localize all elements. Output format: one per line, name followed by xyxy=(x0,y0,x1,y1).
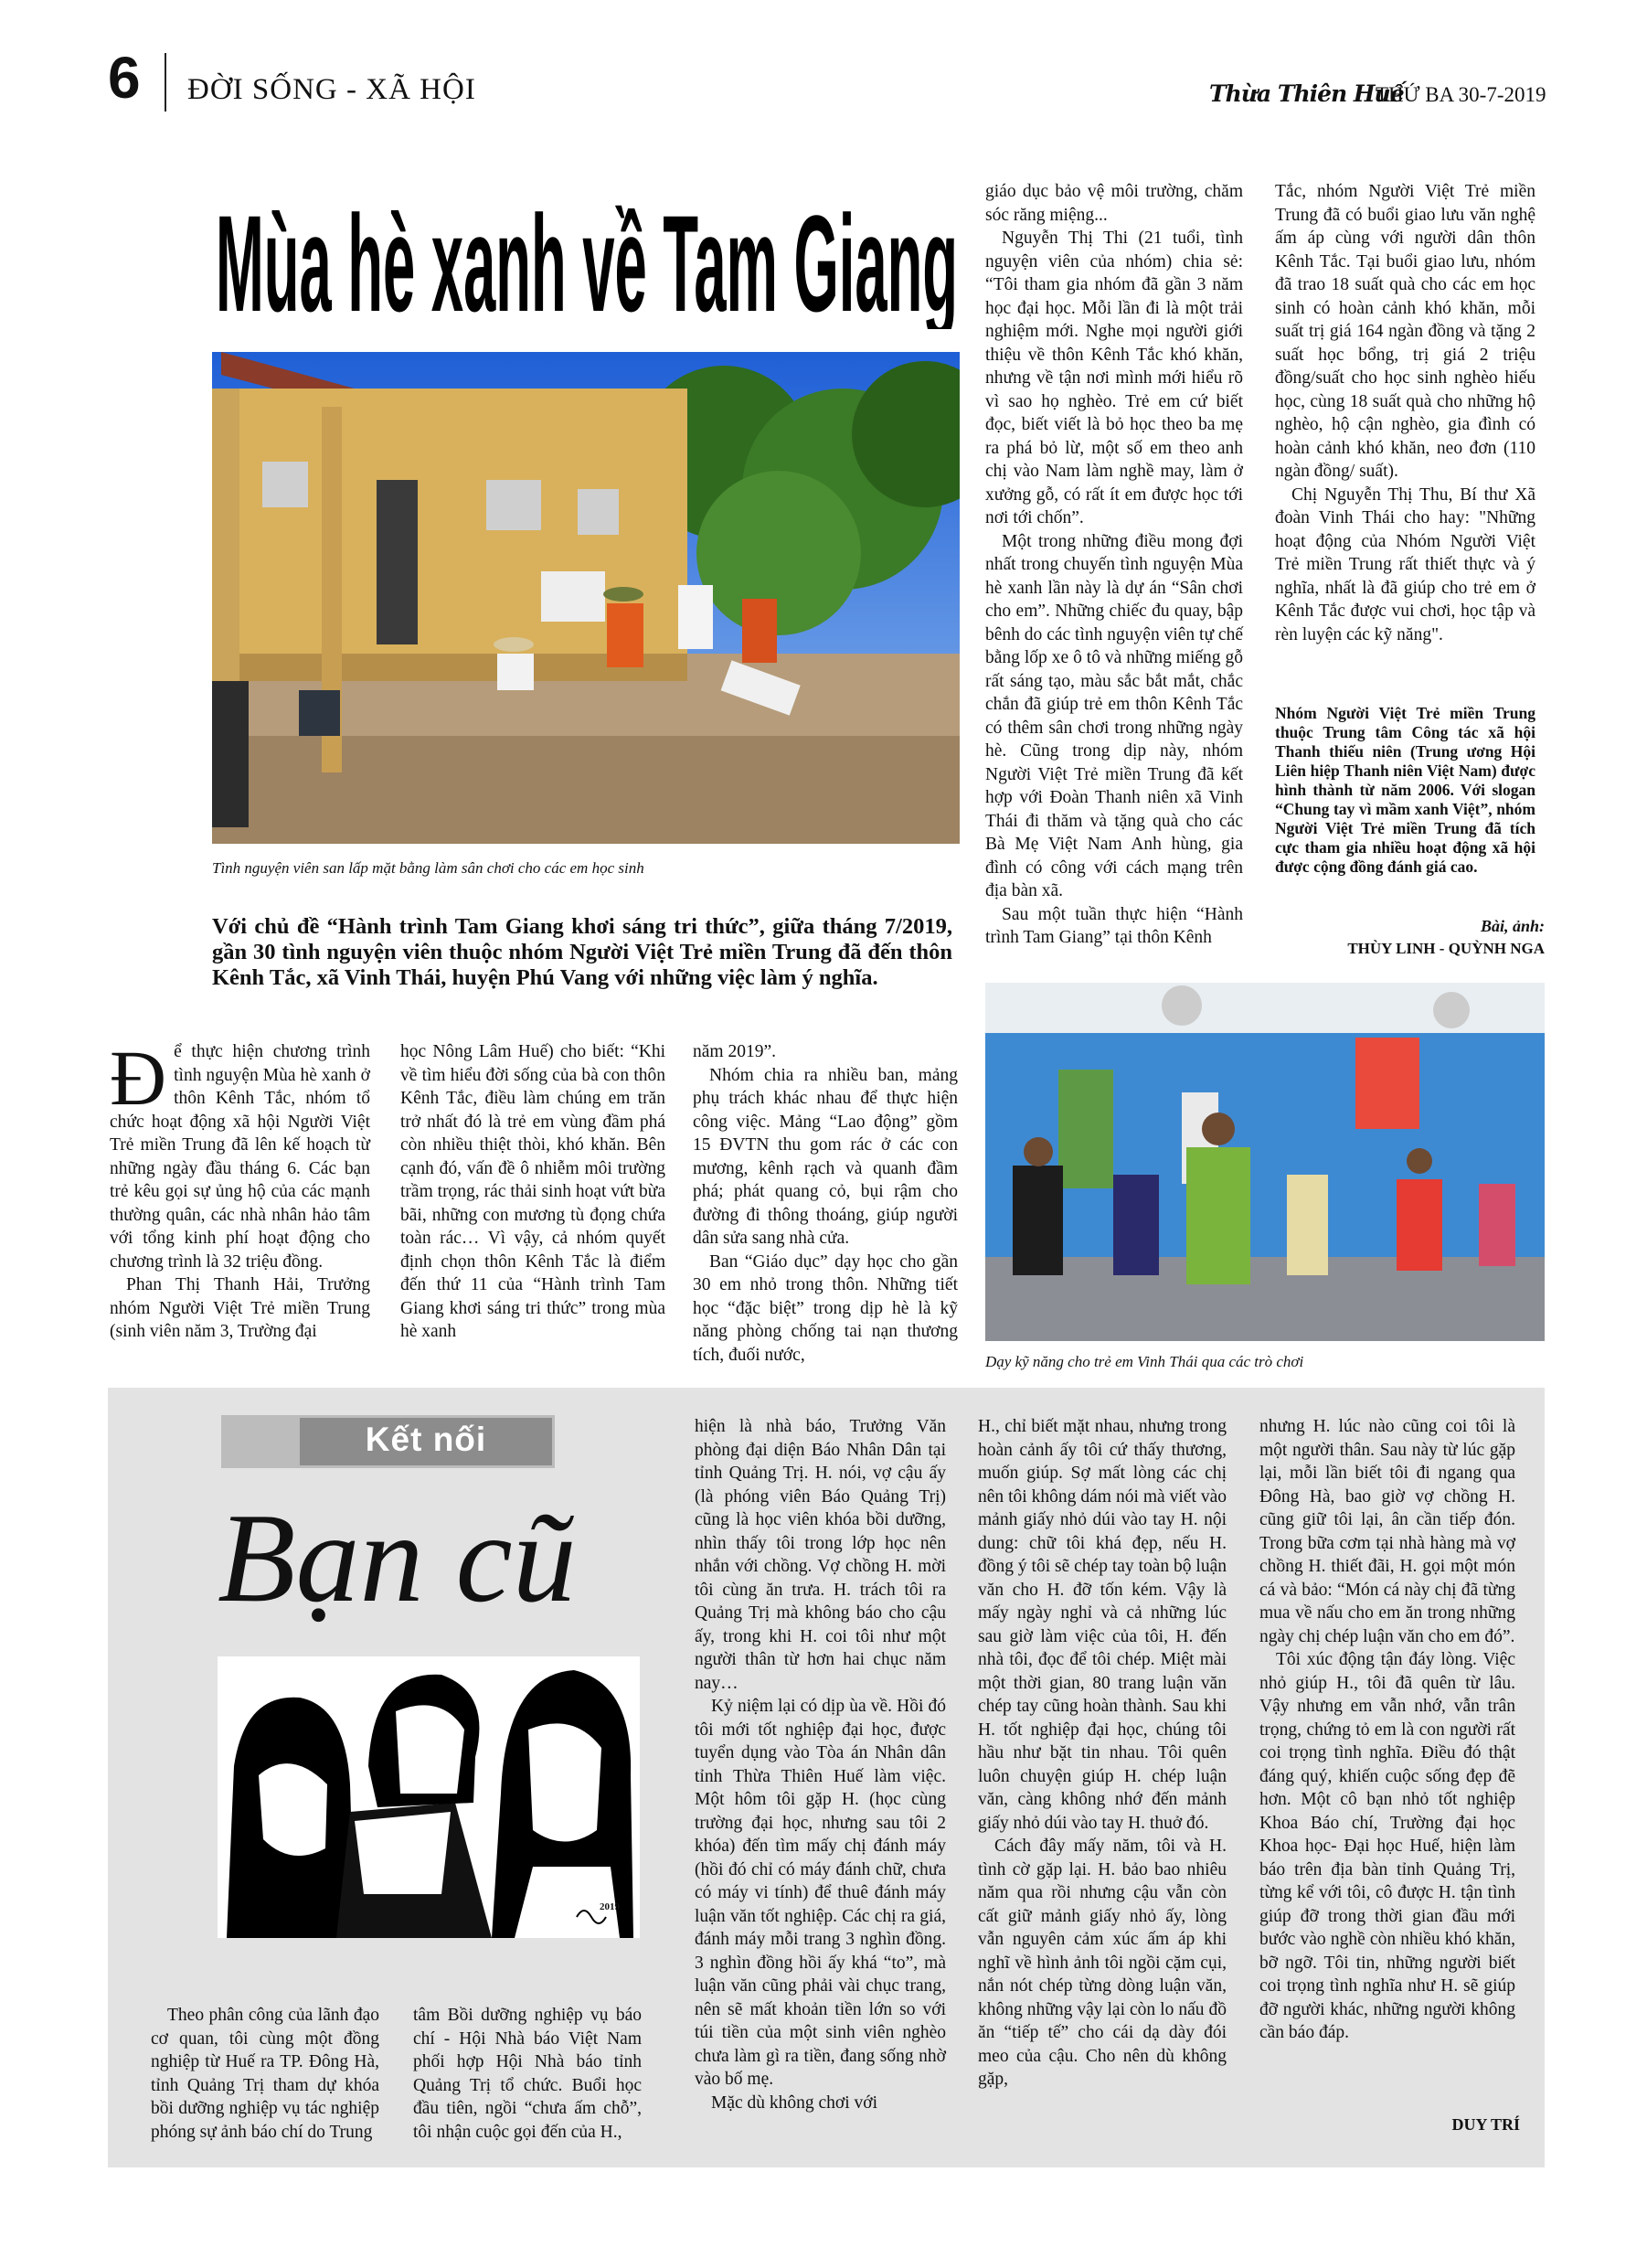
article1-col2 xyxy=(400,1040,665,1344)
story-author: DUY TRÍ xyxy=(1451,2115,1520,2134)
article1-col4-p3: Một trong những điều mong đợi nhất trong chuyến tình nguyện Mùa hè xanh lần này là dự án “Sân chơi cho em”. Những chiếc đu quay, bập bênh do các tình nguyện viên tự chế bằng lốp xe ô tô và những miếng gỗ rất sáng tạo, màu sắc bắt mắt, chắc chắn đã giúp trẻ em thôn Kênh Tắc có thêm sân chơi trong những ngày hè. Cũng trong dịp này, nhóm Người Việt Trẻ miền Trung đã kết hợp với Đoàn Thanh niên xã Vinh Thái đi thăm và tặng quà cho các Bà Mẹ Việt Nam Anh hùng, gia đình có công với cách mạng trên địa bàn xã. xyxy=(985,531,1243,900)
article2-col5-p2: Tôi xúc động tận đáy lòng. Việc nhỏ giúp H., tôi đã quên từ lâu. Vậy nhưng em vẫn nhớ, vẫn trân trọng, chứng tỏ em là con người rất coi trọng tình nghĩa. Điều đó thật đáng quý, khiến cuộc sống đẹp đẽ hơn. Một cô bạn nhỏ tốt nghiệp Khoa Báo chí, Trường đại học Khoa học- Đại học Huế, hiện làm báo trên địa bàn tỉnh Quảng Trị, từng kể với tôi, cô được H. tận tình giúp đỡ trong thời gian đầu mới bước vào nghề còn nhiều khó khăn, bỡ ngỡ. Tôi tin, những người biết coi trọng tình nghĩa như H. sẽ giúp đỡ người khác, những người không cần báo đáp. xyxy=(1259,1650,1515,2042)
article2-col4 xyxy=(978,1415,1227,2092)
article2-col3-p1: hiện là nhà báo, Trưởng Văn phòng đại diện Báo Nhân Dân tại tỉnh Quảng Trị. H. nói, vợ cậu ấy (là phóng viên Báo Quảng Trị) cũng là học viên khóa bồi dưỡng, nhìn thấy tôi trong lớp học nên nhắn với chồng. Vợ chồng H. mời tôi cùng ăn trưa. H. trách tôi ra Quảng Trị mà không báo cho cậu ấy, trong khi H. coi tôi như một người thân từ hơn hai chục năm nay… xyxy=(695,1417,946,1693)
issue-date: THỨ BA 30-7-2019 xyxy=(1376,83,1546,106)
article2-col4-p1: H., chỉ biết mặt nhau, nhưng trong hoàn cảnh ấy tôi cứ thấy thương, muốn giúp. Sợ mất lòng các chị nên tôi không dám nói mà viết vào mảnh giấy nhỏ dúi vào tay H. nội dung: chữ tôi khá đẹp, nếu H. đồng ý tôi sẽ chép tay toàn bộ luận văn cho H. đỡ tốn kém. Vậy là mấy ngày nghỉ và cả những lúc sau giờ làm việc của tôi, H. đến nhà tôi, đọc để tôi chép. Miệt mài một thời gian, 80 trang luận văn chép tay cũng hoàn thành. Sau khi H. tốt nghiệp đại học, chúng tôi hầu như bặt tin nhau. Tôi quên luôn chuyện giúp H. chép luận văn, càng không nhớ đến mảnh giấy nhỏ dúi vào tay H. thuở đó. xyxy=(978,1417,1227,1833)
article1-col4 xyxy=(985,180,1243,950)
classroom-photo xyxy=(985,983,1545,1341)
article-title xyxy=(212,174,962,329)
photo2-caption: Dạy kỹ năng cho trẻ em Vinh Thái qua các trò chơi xyxy=(985,1353,1304,1370)
volunteers-photo xyxy=(212,352,960,844)
article1-col3 xyxy=(693,1040,958,1367)
credit-names: THÙY LINH - QUỲNH NGA xyxy=(1347,940,1545,957)
article1-col4-p1: giáo dục bảo vệ môi trường, chăm sóc răng miệng... xyxy=(985,182,1243,225)
article1-col5-p2: Chị Nguyễn Thị Thu, Bí thư Xã đoàn Vinh Thái cho hay: "Những hoạt động của Nhóm Người Việt Trẻ miền Trung rất thiết thực và ý nghĩa, nhất là đã giúp cho trẻ em ở Kênh Tắc được vui chơi, học tập và rèn luyện các kỹ năng". xyxy=(1275,484,1535,644)
article2-col5-p1: nhưng H. lúc nào cũng coi tôi là một người thân. Sau này từ lúc gặp lại, mỗi lần biết tôi đi ngang qua Đông Hà, bao giờ vợ chồng H. cũng giữ tôi lại, ân cần tiếp đón. Trong bữa cơm tại nhà hàng mà vợ chồng H. thiết đãi, H. gọi một món cá và bảo: “Món cá này chị đã từng mua về nấu cho em ăn trong những ngày chị chép luận văn cho em đó”. xyxy=(1259,1417,1515,1646)
article2-col3-p2: Kỷ niệm lại có dịp ùa về. Hồi đó tôi mới tốt nghiệp đại học, được tuyển dụng vào Tòa án Nhân dân tỉnh Thừa Thiên Huế làm việc. Một hôm tôi gặp H. (học cùng trường đại học, nhưng sau tôi 2 khóa) đến tìm mấy chị đánh máy (hồi đó chỉ có máy đánh chữ, chưa có máy vi tính) để thuê đánh máy luận văn tốt nghiệp. Các chị ra giá, đánh máy mỗi trang 3 nghìn đồng. 3 nghìn đồng hồi ấy khá “to”, mà luận văn cũng phải vài chục trang, nên sẽ mất khoản tiền lớn so với túi tiền của một sinh viên nghèo chưa làm gì ra tiền, đang sống nhờ vào bố mẹ. xyxy=(695,1697,946,2089)
friends-illustration xyxy=(218,1656,640,1938)
article2-col3 xyxy=(695,1415,946,2114)
article1-col2-p1: học Nông Lâm Huế) cho biết: “Khi về tìm hiểu đời sống của bà con thôn Kênh Tắc, điều làm chúng em trăn trở nhất đó là trẻ em vùng đầm phá còn nhiều thiệt thòi, khó khăn. Bên cạnh đó, vấn đề ô nhiễm môi trường trầm trọng, rác thải sinh hoạt vứt bừa bãi, những con mương tù đọng chứa toàn rác… Vì vậy, cả nhóm quyết định chọn thôn Kênh Tắc là điểm đến thứ 11 của “Hành trình Tam Giang khơi sáng tri thức” trong mùa hè xanh xyxy=(400,1042,665,1341)
article2-col2-p1: tâm Bồi dưỡng nghiệp vụ báo chí - Hội Nhà báo Việt Nam phối hợp Hội Nhà báo tỉnh Quảng Trị tổ chức. Buổi học đầu tiên, ngồi “chưa ấm chỗ”, tôi nhận cuộc gọi đến của H., xyxy=(413,2006,642,2142)
photo1-caption: Tình nguyện viên san lấp mặt bằng làm sân chơi cho các em học sinh xyxy=(212,859,644,877)
dropcap: Đ xyxy=(110,1034,167,1122)
article2-col2 xyxy=(413,2004,642,2144)
article-title-text: Mùa hè xanh về Tam Giang xyxy=(216,186,958,329)
kicker-label: Kết nối xyxy=(365,1421,487,1458)
article1-col1 xyxy=(110,1034,370,1344)
article1-col5 xyxy=(1275,180,1535,646)
article1-col1-p2: Phan Thị Thanh Hải, Trưởng nhóm Người Việt Trẻ miền Trung (sinh viên năm 3, Trường đại xyxy=(110,1275,370,1341)
article1-col4-p4: Sau một tuần thực hiện “Hành trình Tam Giang” tại thôn Kênh xyxy=(985,904,1243,947)
page-number: 6 xyxy=(108,45,141,111)
article1-col3-p2: Nhóm chia ra nhiều ban, mảng phụ trách khác nhau để thực hiện công việc. Mảng “Lao động” gồm 15 ĐVTN thu gom rác ở các con mương, kênh rạch và quanh đầm phá; phát quang cỏ, bụi rậm cho đường đi thông thoáng, giúp người dân sửa sang nhà cửa. xyxy=(693,1065,958,1248)
article2-col3-p3: Mặc dù không chơi với xyxy=(711,2092,878,2113)
header-divider xyxy=(165,53,166,112)
article1-col4-p2: Nguyễn Thị Thi (21 tuổi, tình nguyện viên của nhóm) chia sẻ: “Tôi tham gia nhóm đã gần 3 năm học đại học. Mỗi lần đi là một trải nghiệm mới. Nghe mọi người giới thiệu về thôn Kênh Tắc khó khăn, nhưng về tận nơi mình mới hiểu rõ vì sao họ nghèo. Trẻ em cứ biết đọc, biết viết là bỏ học theo ba mẹ ra phá bỏ lừ, một số em theo anh chị vào Nam làm nghề may, làm ở xưởng gỗ, có rất ít em được học tới nơi tới chốn”. xyxy=(985,229,1243,527)
article1-col3-p1: năm 2019”. xyxy=(693,1042,776,1061)
article2-col1-p1: Theo phân công của lãnh đạo cơ quan, tôi cùng một đồng nghiệp từ Huế ra TP. Đông Hà, tỉnh Quảng Trị tham dự khóa bồi dưỡng nghiệp vụ tác nghiệp phóng sự ảnh báo chí do Trung xyxy=(151,2006,379,2142)
section-title: ĐỜI SỐNG - XÃ HỘI xyxy=(187,73,476,106)
credit-label: Bài, ảnh: xyxy=(1480,917,1545,935)
article2-col5 xyxy=(1259,1415,1515,2045)
group-info-box: Nhóm Người Việt Trẻ miền Trung thuộc Trung tâm Công tác xã hội Thanh thiếu niên (Trung ương Hội Liên hiệp Thanh niên Việt Nam) được hình thành từ năm 2006. Với slogan “Chung tay vì mầm xanh Việt”, nhóm Người Việt Trẻ miền Trung đã tích cực tham gia nhiều hoạt động xã hội được cộng đồng đánh giá cao. xyxy=(1275,704,1535,876)
newspaper-name: Thừa Thiên Huế xyxy=(1209,80,1404,107)
article1-col1-p1: ể thực hiện chương trình tình nguyện Mùa hè xanh ở thôn Kênh Tắc, nhóm tổ chức hoạt động xã hội Người Việt Trẻ miền Trung đã lên kế hoạch từ những ngày đầu tháng 6. Các bạn trẻ kêu gọi sự ủng hộ của các mạnh thường quân, các nhà nhân hảo tâm với tổng kinh phí hoạt động cho chương trình là 32 triệu đồng. xyxy=(110,1042,370,1272)
article-lead: Với chủ đề “Hành trình Tam Giang khơi sáng tri thức”, giữa tháng 7/2019, gần 30 tình nguyện viên thuộc nhóm Người Việt Trẻ miền Trung đã đến thôn Kênh Tắc, xã Vinh Thái, huyện Phú Vang với những việc làm ý nghĩa. xyxy=(212,914,952,990)
article1-col5-p1: Tắc, nhóm Người Việt Trẻ miền Trung đã có buổi giao lưu văn nghệ ấm áp cùng với người dân thôn Kênh Tắc. Tại buổi giao lưu, nhóm đã trao 18 suất quà cho các em học sinh có hoàn cảnh khó khăn, mỗi suất trị giá 164 ngàn đồng và tặng 2 suất học bổng, trị giá 2 triệu đồng/suất cho học sinh nghèo hiếu học, cùng 18 suất quà cho những hộ nghèo, hộ cận nghèo, gia đình có hoàn cảnh khó khăn, neo đơn (110 ngàn đồng/ suất). xyxy=(1275,182,1535,481)
article2-col1 xyxy=(151,2004,379,2144)
illustration-signature: 2019 xyxy=(600,1901,620,1912)
story-title: Bạn cũ xyxy=(218,1487,577,1629)
article1-col3-p3: Ban “Giáo dục” dạy học cho gần 30 em nhỏ trong thôn. Những tiết học “đặc biệt” trong dịp hè là kỹ năng phòng chống tai nạn thương tích, đuối nước, xyxy=(693,1251,958,1365)
article2-col4-p2: Cách đây mấy năm, tôi và H. tình cờ gặp lại. H. bảo bao nhiêu năm qua rồi nhưng cậu vẫn còn cất giữ mảnh giấy nhỏ ấy, lòng vẫn nguyên cảm xúc ấm áp khi nghĩ về hình ảnh tôi ngồi cặm cụi, nắn nót chép từng dòng luận văn, không những vậy lại còn lo nấu đồ ăn “tiếp tế” cho cái dạ dày đói meo của cậu. Cho nên dù không gặp, xyxy=(978,1837,1227,2089)
